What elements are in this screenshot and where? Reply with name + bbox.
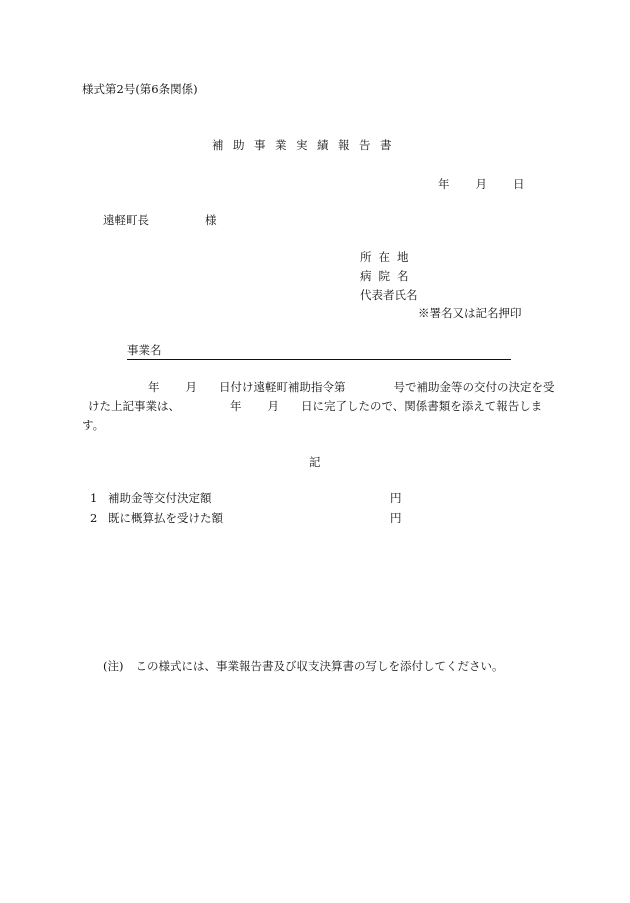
item-number: 2 [90, 511, 98, 525]
body-text-1: 日付け遠軽町補助指令第 [219, 380, 346, 394]
body-month-1: 月 [185, 380, 197, 394]
list-item [90, 510, 402, 526]
applicant-hospital-label: 病院名 [360, 269, 416, 283]
list-item [90, 490, 402, 506]
addressee-honorific: 様 [205, 213, 217, 227]
body-text-3: けた上記事業は、 [88, 399, 180, 413]
body-text-2: 号で補助金等の交付の決定を受 [393, 380, 555, 394]
date-year: 年 [438, 177, 450, 191]
applicant-address-label: 所在地 [360, 250, 416, 264]
item-label: 既に概算払を受けた額 [108, 511, 223, 525]
document-title: 補助事業実績報告書 [212, 138, 401, 152]
form-number: 様式第2号(第6条関係) [82, 82, 198, 96]
body-month-2: 月 [267, 399, 279, 413]
note-text: この様式には、事業報告書及び収支決算書の写しを添付してください。 [135, 659, 504, 673]
note-prefix: (注) [103, 659, 124, 673]
signature-note: ※署名又は記名押印 [418, 306, 522, 320]
item-unit: 円 [390, 511, 402, 525]
body-text-4: 日に完了したので、関係書類を添えて報告しま [301, 399, 543, 413]
project-name-line [127, 342, 511, 360]
addressee-name: 遠軽町長 [103, 213, 149, 227]
applicant-representative-label: 代表者氏名 [360, 288, 418, 302]
body-line-3 [82, 416, 552, 435]
ki-heading: 記 [309, 455, 321, 469]
note [103, 658, 503, 674]
item-label: 補助金等交付決定額 [108, 491, 212, 505]
body-line-2 [82, 397, 552, 416]
project-label: 事業名 [127, 343, 162, 357]
body-year-2: 年 [230, 399, 242, 413]
date-month: 月 [475, 177, 487, 191]
addressee [103, 212, 217, 228]
item-number: 1 [90, 491, 98, 505]
body-text-5: す。 [82, 418, 105, 432]
date-line [438, 176, 525, 192]
date-day: 日 [513, 177, 525, 191]
item-unit: 円 [390, 491, 402, 505]
body-line-1 [82, 378, 555, 397]
body-year-1: 年 [148, 380, 160, 394]
report-body [82, 378, 555, 435]
